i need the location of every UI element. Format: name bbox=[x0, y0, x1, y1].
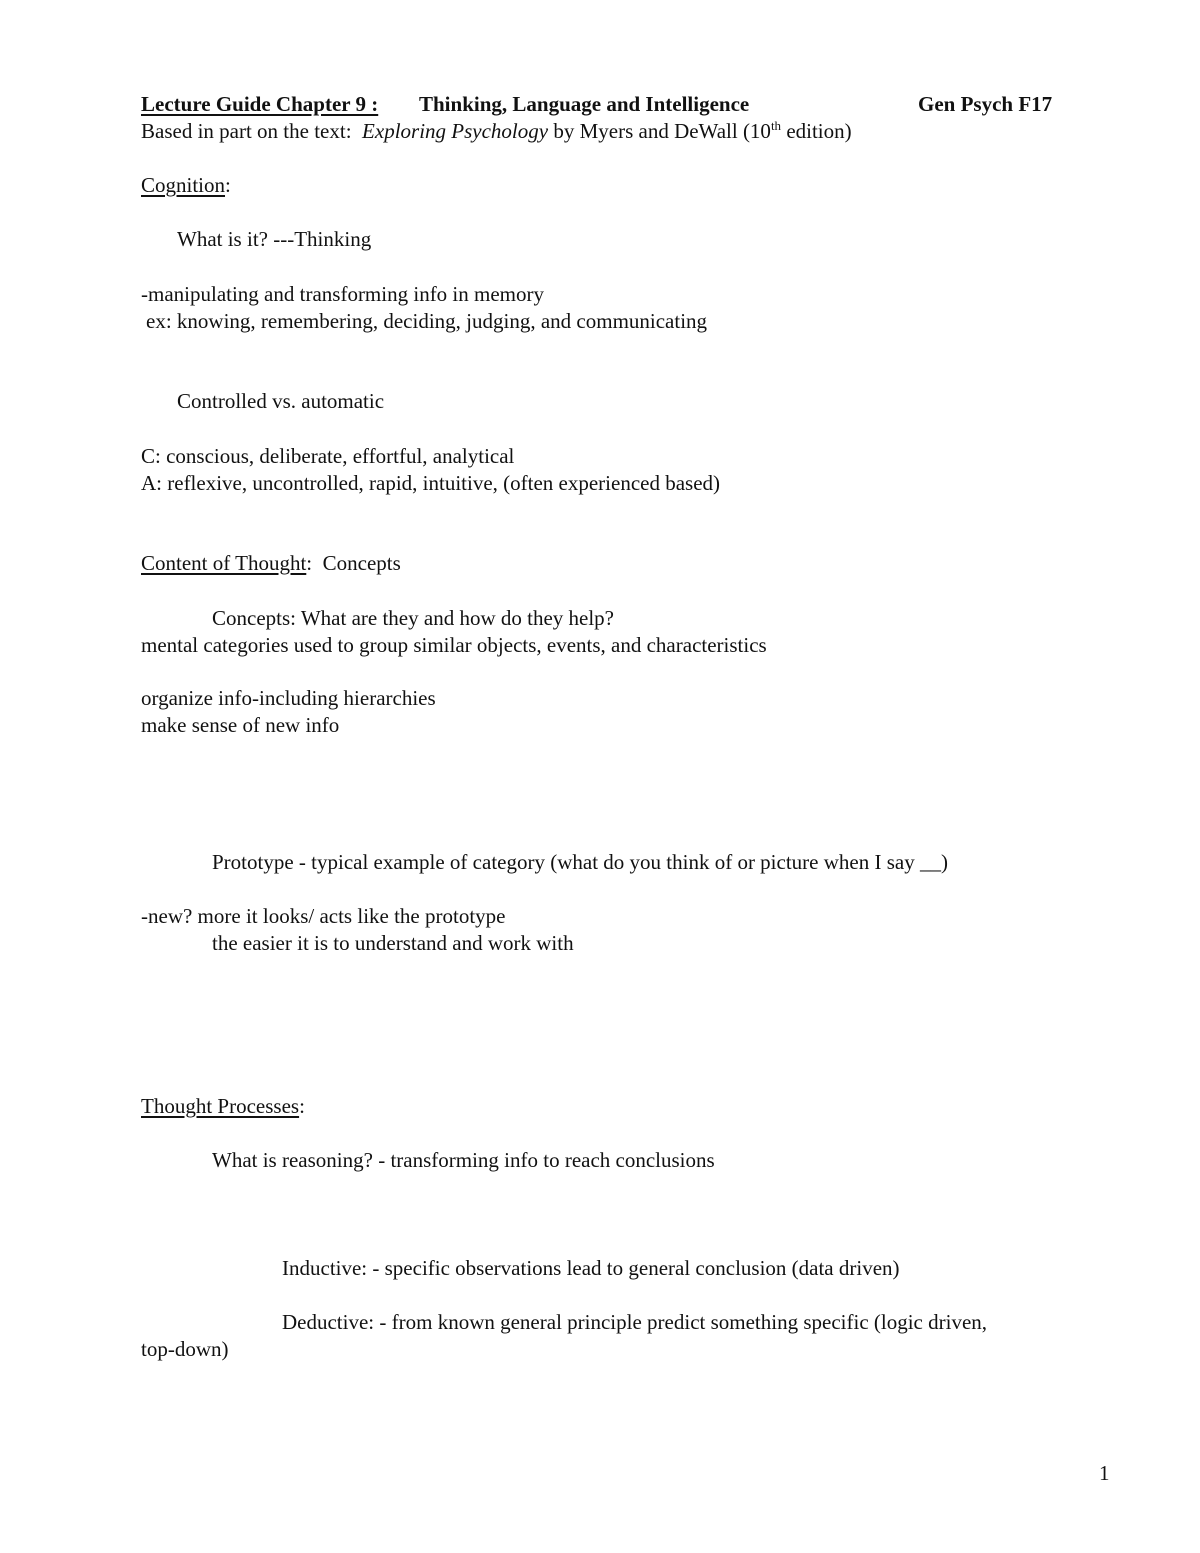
source-title: Exploring Psychology bbox=[362, 119, 549, 143]
document-subtitle: Thinking, Language and Intelligence bbox=[419, 92, 750, 116]
source-line bbox=[141, 118, 852, 143]
content-of-thought-heading bbox=[141, 553, 401, 574]
prototype-easier: the easier it is to understand and work with bbox=[212, 931, 574, 955]
document-title bbox=[141, 94, 378, 115]
title-chapter: Lecture Guide Chapter 9 : bbox=[141, 92, 379, 116]
prototype-new-info: -new? more it looks/ acts like the prototype bbox=[141, 904, 506, 928]
content-of-thought-heading-suffix: : Concepts bbox=[306, 551, 401, 575]
automatic-description: A: reflexive, uncontrolled, rapid, intuitive, (often experienced based) bbox=[141, 471, 721, 495]
cognition-heading-colon: : bbox=[225, 173, 231, 197]
cognition-definition: -manipulating and transforming info in memory bbox=[141, 282, 544, 306]
content-of-thought-heading-text: Content of Thought bbox=[141, 551, 307, 575]
thought-processes-heading bbox=[141, 1096, 305, 1117]
concepts-organize: organize info-including hierarchies bbox=[141, 686, 436, 710]
controlled-description: C: conscious, deliberate, effortful, analytical bbox=[141, 444, 515, 468]
page-number: 1 bbox=[1099, 1461, 1110, 1485]
reasoning-definition: What is reasoning? - transforming info to reach conclusions bbox=[212, 1148, 715, 1172]
concepts-question: Concepts: What are they and how do they help? bbox=[212, 606, 614, 630]
source-superscript: th bbox=[770, 118, 782, 133]
source-authors: by Myers and DeWall (10 bbox=[553, 119, 771, 143]
controlled-vs-automatic: Controlled vs. automatic bbox=[177, 389, 385, 413]
deductive-definition: Deductive: - from known general principle predict something specific (logic driven, bbox=[282, 1310, 988, 1334]
concepts-make-sense: make sense of new info bbox=[141, 713, 340, 737]
source-prefix: Based in part on the text: bbox=[141, 119, 352, 143]
deductive-continuation: top-down) bbox=[141, 1337, 229, 1361]
concepts-definition: mental categories used to group similar objects, events, and characteristics bbox=[141, 633, 767, 657]
cognition-heading bbox=[141, 175, 231, 196]
inductive-definition: Inductive: - specific observations lead to general conclusion (data driven) bbox=[282, 1256, 900, 1280]
source-suffix: edition) bbox=[786, 119, 852, 143]
thought-processes-heading-text: Thought Processes bbox=[141, 1094, 300, 1118]
cognition-example: ex: knowing, remembering, deciding, judging, and communicating bbox=[146, 309, 708, 333]
prototype-definition: Prototype - typical example of category (what do you think of or picture when I say __) bbox=[212, 850, 948, 874]
course-label: Gen Psych F17 bbox=[918, 92, 1053, 116]
cognition-what-is-it: What is it? ---Thinking bbox=[177, 227, 372, 251]
thought-processes-heading-colon: : bbox=[299, 1094, 305, 1118]
cognition-heading-text: Cognition bbox=[141, 173, 226, 197]
